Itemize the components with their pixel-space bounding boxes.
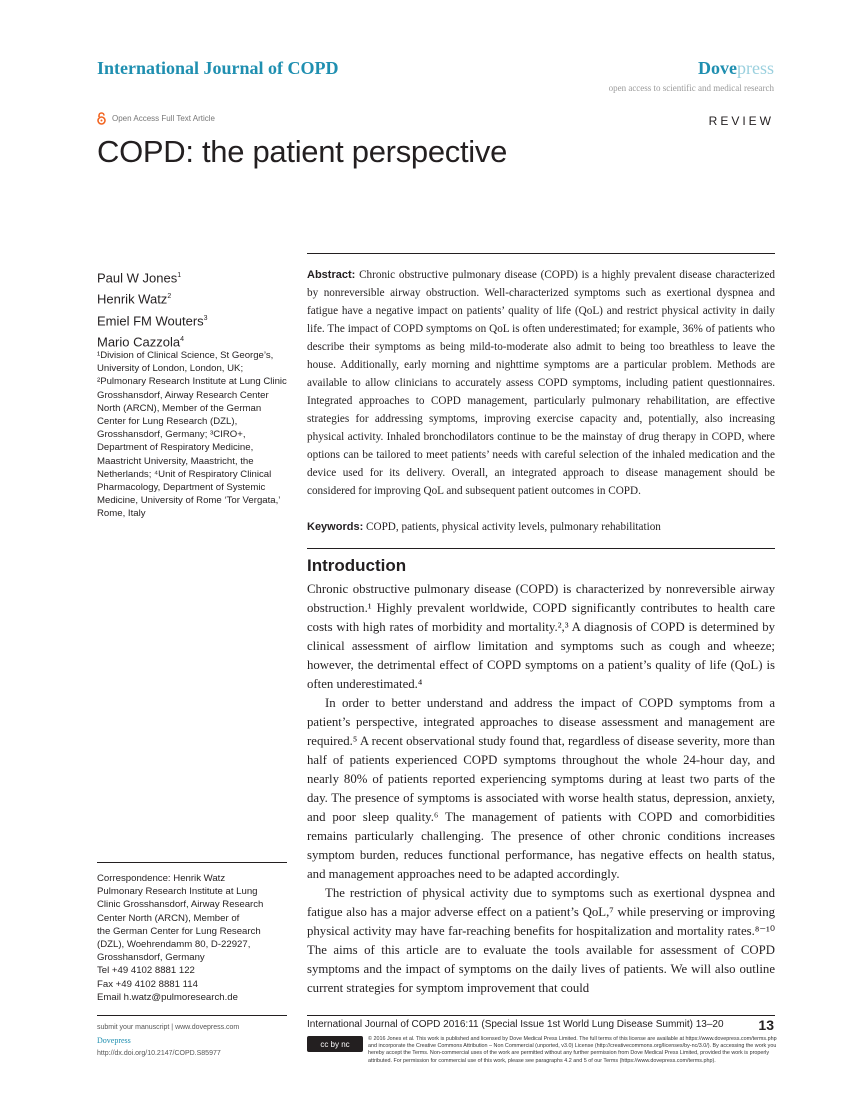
correspondence-divider [97,862,287,863]
open-access-lock-icon [97,112,106,125]
article-type: REVIEW [708,114,774,128]
section-heading: Introduction [307,556,407,575]
footer-publisher: Dovepress [97,1036,131,1045]
article-title: COPD: the patient perspective [97,134,508,169]
correspondence-email[interactable]: Email h.watz@pulmoresearch.de [97,991,238,1003]
cc-by-nc-icon: cc by nc [320,1039,350,1049]
journal-title[interactable]: International Journal of COPD [97,58,339,78]
author-list [97,266,208,351]
publisher-tagline: open access to scientific and medical research [608,83,774,93]
author: Mario Cazzola$^4$ [97,334,184,350]
article-body [307,580,775,998]
keywords [307,519,775,535]
keywords-label: Keywords: [307,521,364,533]
page-number: 13 [758,1017,774,1033]
publisher-name-part2: press [737,58,774,78]
license-text: © 2016 Jones et al. This work is published and licensed by Dove Medical Press Limited. The full terms of this license are available at https://www.dovepress.com/terms.php and incorporate the Creative Commons Attribution – Non Commercial (unported, v3.0) License (http://creativecommons.org/licenses/by-nc/3.0/). By accessing the work you hereby accept the Terms. Non-commercial uses of the work are permitted without any further permission from Dove Medical Press Limited, provided the work is properly attributed. For permission for commercial use of this work, please see paragraphs 4.2 and 5 of our Terms (https://www.dovepress.com/terms.php). [368,1036,777,1064]
abstract-bottom-rule [307,548,775,549]
submit-manuscript-link[interactable]: submit your manuscript | www.dovepress.com [97,1024,240,1031]
open-access-text: Open Access Full Text Article [112,114,216,123]
publisher-logo[interactable] [698,58,774,79]
correspondence: Correspondence: Henrik Watz Pulmonary Research Institute at Lung Clinic Grosshansdorf, Airway Research Center North (ARCN), Member of the German Center for Lung Research (DZL), Woehrendamm 80, D-22927, Grosshansdorf, Germany Tel +49 4102 8881 122 Fax +49 4102 8881 114 Email h.watz@pulmoresearch.de [97,872,287,1004]
footer-right-rule [307,1015,775,1016]
abstract-text: Chronic obstructive pulmonary disease (COPD) is a highly prevalent disease characterized by nonreversible airway obstruction. Well-characterized symptoms such as exertional dyspnea and fatigue have a negative impact on patients’ quality of life (QoL) and restrict physical activity in daily life. The impact of COPD symptoms on QoL is often underestimated; for example, 36% of patients who describe their symptoms as being mild-to-moderate also admit to being too breathless to leave the house. Additionally, early morning and nighttime symptoms are a particular problem. Methods are available to allow clinicians to accurately assess COPD symptoms, including patient questionnaires. Integrated approaches to COPD management, particularly pulmonary rehabilitation, are effective strategies for addressing symptoms, improving exercise capacity and, potentially, also increasing physical activity. Inhaled bronchodilators continue to be the mainstay of drug therapy in COPD, where options can be tailored to meet patients’ needs with careful selection of the inhaled medication and the device used for its delivery. Overall, an integrated approach to disease management should be considered for improving QoL and subsequent patient outcomes in COPD. [307,269,776,497]
keywords-text: COPD, patients, physical activity levels, pulmonary rehabilitation [366,521,661,533]
open-access-label [97,112,215,125]
abstract [307,266,775,500]
abstract-top-rule [307,253,775,254]
footer-left [97,1021,239,1060]
doi-link[interactable]: http://dx.doi.org/10.2147/COPD.S85977 [97,1050,221,1057]
body-paragraph: Chronic obstructive pulmonary disease (COPD) is characterized by nonreversible airway obstruction.¹ Highly prevalent worldwide, COPD significantly contributes to health care costs with high rates of morbidity and mortality.²,³ A diagnosis of COPD is determined by clinical assessment of airflow limitation and symptoms such as cough and wheeze; however, the detrimental effect of COPD symptoms on a patient’s quality of life (QoL) is often underestimated.⁴ [307,582,775,691]
abstract-label: Abstract: [307,269,356,281]
body-paragraph: In order to better understand and address the impact of COPD symptoms from a patient’s perspective, integrated approaches to disease assessment and management are required.⁵ A recent observational study found that, regardless of disease severity, more than half of patients experienced COPD symptoms throughout the whole 24-hour day, and nearly 80% of patients reported experiencing symptoms during at least two parts of the day. The presence of symptoms is associated with worse health status, depression, anxiety, and poor sleep quality.⁶ The management of patients with COPD and comorbidities remains particularly challenging. The presence of other chronic conditions increases symptom burden, reduces functional performance, has negative effects on health status, and management approaches need to be adapted accordingly. [307,696,775,881]
creative-commons-badge[interactable] [307,1036,363,1052]
publisher-name-part1: Dove [698,58,737,78]
footer-left-rule [97,1015,287,1016]
author: Paul W Jones$^1$ [97,270,182,286]
citation-line: International Journal of COPD 2016:11 (Special Issue 1st World Lung Disease Summit) 13–20 [307,1019,724,1030]
body-paragraph: The restriction of physical activity due to symptoms such as exertional dyspnea and fatigue also has a major adverse effect on a patient’s QoL,⁷ while preserving or improving physical activity may have far-reaching benefits for hospitalization and mortality rates.⁸⁻¹⁰ The aims of this article are to evaluate the tools available for assessment of COPD symptoms and the impact of symptoms on the daily lives of patients. We will also outline current strategies for symptom improvement that could [307,886,775,995]
author: Henrik Watz$^2$ [97,291,172,307]
affiliations: ¹Division of Clinical Science, St George’s, University of London, London, UK; ²Pulmonary Research Institute at Lung Clinic Grosshansdorf, Airway Research Center North (ARCN), Member of the German Center for Lung Research (DZL), Grosshansdorf, Germany; ³CIRO+, Department of Respiratory Medicine, Maastricht University, Maastricht, the Netherlands; ⁴Unit of Respiratory Clinical Pharmacology, Department of Systemic Medicine, University of Rome ‘Tor Vergata,’ Rome, Italy [97,350,287,520]
author: Emiel FM Wouters$^3$ [97,312,208,328]
